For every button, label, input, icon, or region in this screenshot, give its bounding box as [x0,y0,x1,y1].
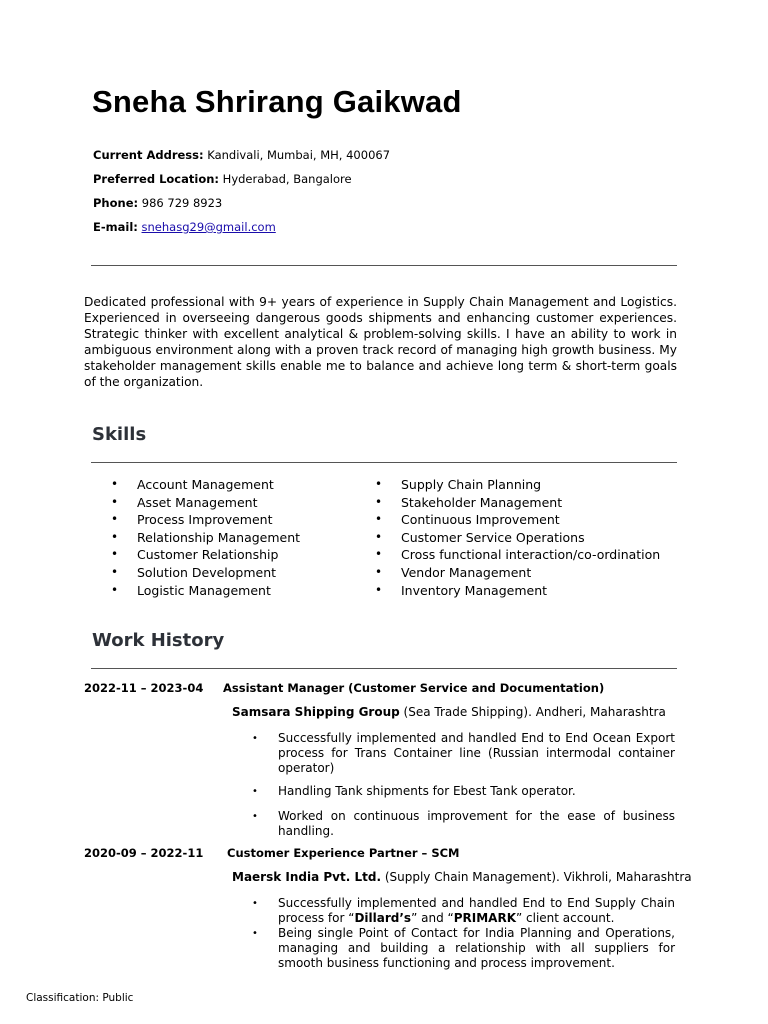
list-item: • Successfully implemented and handled End to End Supply Chain process for “Dillard’s” and “PRIMARK” client account. [250,896,675,926]
email-link[interactable]: snehasg29@gmail.com [141,220,276,234]
list-item: • Inventory Management [375,582,660,600]
list-item: • Being single Point of Contact for India Planning and Operations, managing and building a relationship with all suppliers for smooth business functioning and process improvement. [250,926,675,971]
list-item: • Logistic Management [111,582,300,600]
job-dates: 2020-09 – 2022-11 [84,846,204,860]
classification-footer: Classification: Public [26,992,134,1004]
phone-label: Phone: [93,196,139,210]
company-detail: (Sea Trade Shipping). Andheri, Maharashtra [399,705,666,719]
skills-heading: Skills [92,424,147,445]
skills-list-right [375,476,660,599]
list-item: • Asset Management [111,494,300,512]
work-history-heading: Work History [92,630,225,651]
phone [93,196,222,210]
candidate-name: Sneha Shrirang Gaikwad [92,84,462,119]
skills-list-left [111,476,300,599]
company-line [232,705,666,719]
header-divider [91,265,677,266]
work-history-divider [91,668,677,669]
list-item: • Relationship Management [111,529,300,547]
email [93,220,276,234]
list-item: • Solution Development [111,564,300,582]
list-item: • Supply Chain Planning [375,476,660,494]
list-item: • Handling Tank shipments for Ebest Tank operator. [250,784,675,799]
company-name: Maersk India Pvt. Ltd. [232,870,382,884]
current-address-label: Current Address: [93,148,204,162]
job-dates: 2022-11 – 2023-04 [84,681,204,695]
list-item: • Customer Service Operations [375,529,660,547]
current-address-value: Kandivali, Mumbai, MH, 400067 [207,148,391,162]
company-detail: (Supply Chain Management). Vikhroli, Maharashtra [381,870,692,884]
professional-summary: Dedicated professional with 9+ years of experience in Supply Chain Management and Logistics. Experienced in overseeing dangerous goods shipments and enhancing customer experiences. Strategic thinker with excellent analytical & problem-solving skills. I have an ability to work in ambiguous environment along with a proven track record of managing high growth business. My stakeholder management skills enable me to balance and achieve long term & short-term goals of the organization. [84,295,677,389]
job-title: Customer Experience Partner – SCM [227,846,460,860]
phone-value: 986 729 8923 [141,196,223,210]
list-item: • Vendor Management [375,564,660,582]
list-item: • Cross functional interaction/co-ordination [375,546,660,564]
skills-divider [91,462,677,463]
list-item: • Account Management [111,476,300,494]
job-bullets [250,896,675,971]
preferred-location-value: Hyderabad, Bangalore [222,172,352,186]
email-label: E-mail: [93,220,138,234]
list-item: • Stakeholder Management [375,494,660,512]
current-address [93,148,390,162]
company-name: Samsara Shipping Group [232,705,400,719]
list-item: • Successfully implemented and handled End to End Ocean Export process for Trans Container line (Russian intermodal container operator) [250,731,675,776]
list-item: • Customer Relationship [111,546,300,564]
job-bullets [250,809,675,839]
preferred-location-label: Preferred Location: [93,172,220,186]
job-title: Assistant Manager (Customer Service and Documentation) [223,681,605,695]
list-item: • Process Improvement [111,511,300,529]
list-item: • Worked on continuous improvement for the ease of business handling. [250,809,675,839]
job-bullets [250,731,675,776]
company-line [232,870,692,884]
preferred-location [93,172,352,186]
job-bullets [250,784,675,799]
list-item: • Continuous Improvement [375,511,660,529]
